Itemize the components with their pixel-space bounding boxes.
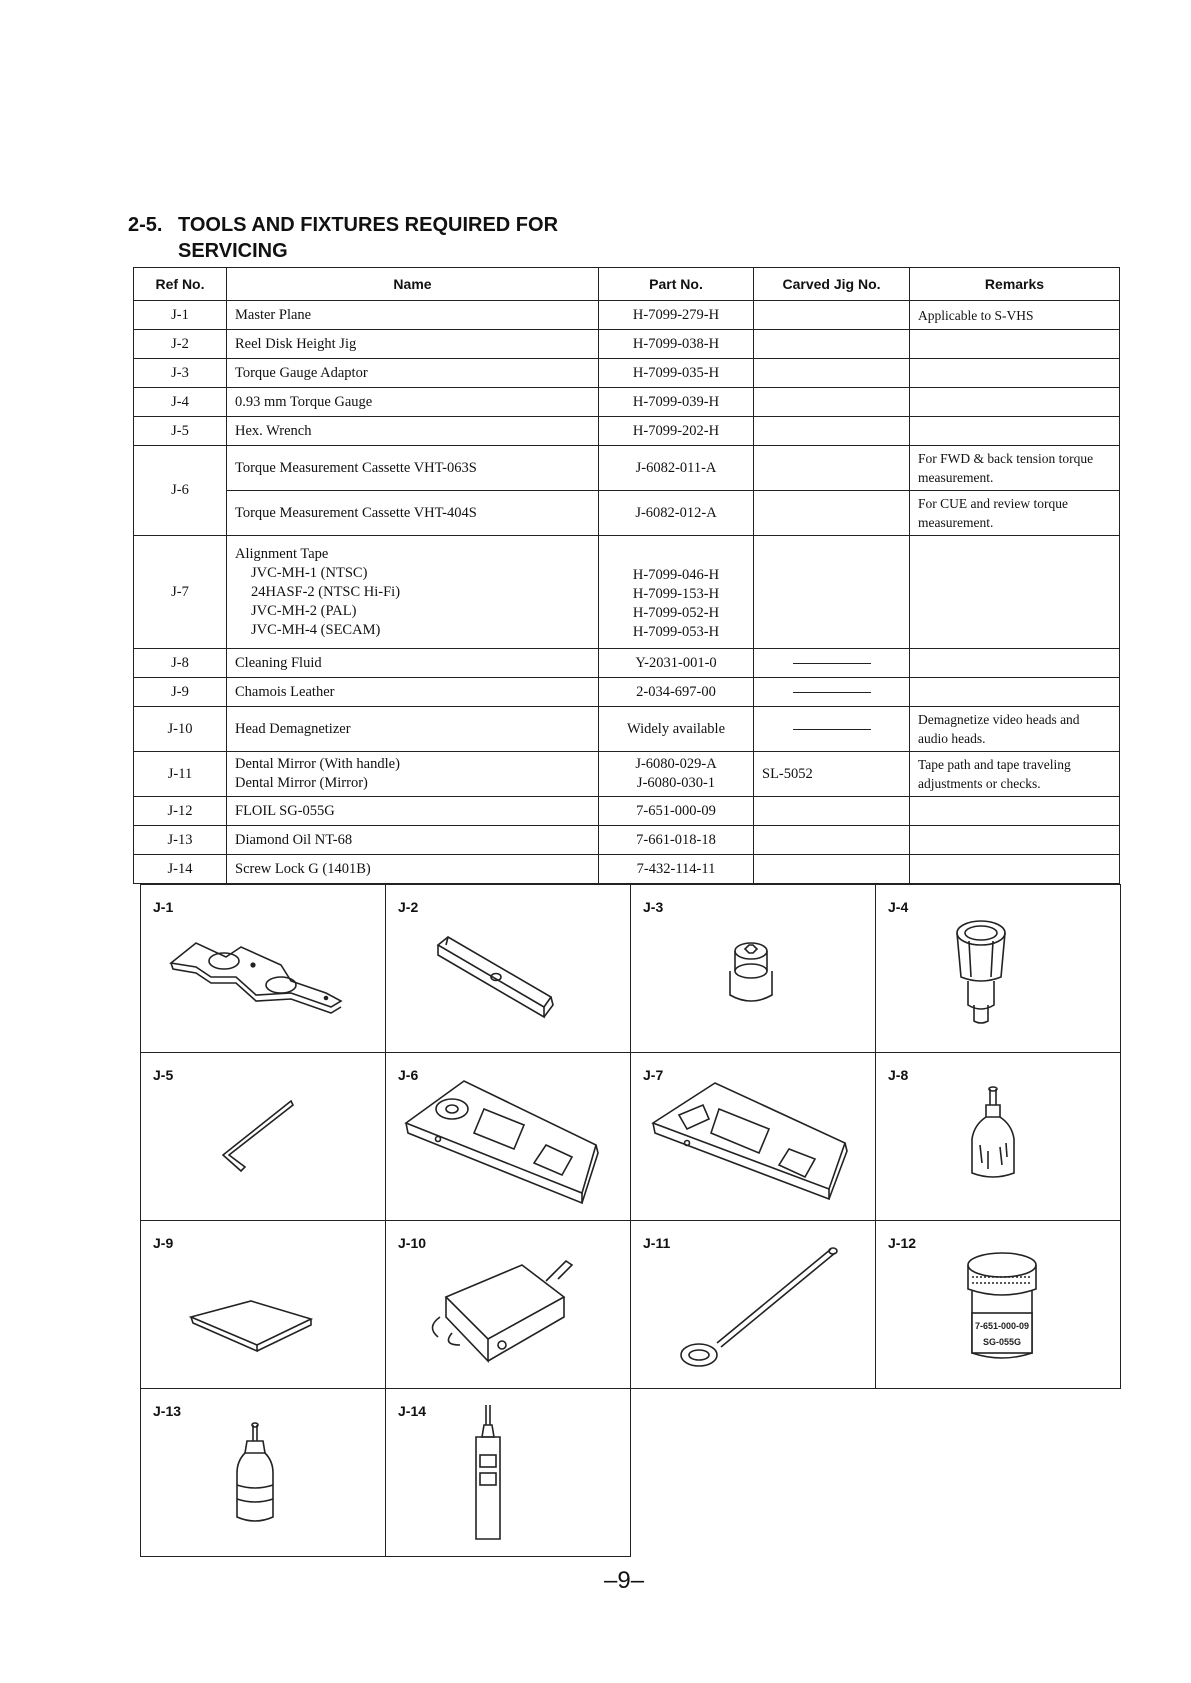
remarks-cell: Applicable to S-VHS	[910, 301, 1120, 330]
jig-cell	[754, 826, 910, 855]
diamond-oil-drawing	[141, 1389, 386, 1557]
jig-cell	[754, 388, 910, 417]
part-cell: 2-034-697-00	[599, 678, 754, 707]
header-part: Part No.	[599, 268, 754, 301]
remarks-cell: Tape path and tape traveling adjustments or checks.	[910, 752, 1120, 797]
name-cell: Hex. Wrench	[227, 417, 599, 446]
table-row	[134, 417, 1120, 446]
hex-wrench-drawing	[141, 1053, 386, 1221]
name-cell: Torque Gauge Adaptor	[227, 359, 599, 388]
name-cell: FLOIL SG-055G	[227, 797, 599, 826]
table-row	[134, 826, 1120, 855]
dental-mirror-drawing	[631, 1221, 876, 1389]
tool-figure-j10	[385, 1220, 631, 1389]
figure-label: J-5	[153, 1067, 174, 1083]
page-number: –9–	[604, 1567, 645, 1594]
remarks-cell	[910, 417, 1120, 446]
remarks-cell: Demagnetize video heads and audio heads.	[910, 707, 1120, 752]
ref-cell: J-4	[134, 388, 227, 417]
floil-bottle-drawing	[876, 1221, 1121, 1389]
header-name: Name	[227, 268, 599, 301]
dash-line	[793, 729, 871, 730]
ref-cell: J-6	[134, 446, 227, 536]
torque-cassette-drawing	[386, 1053, 631, 1221]
figure-label: J-4	[888, 899, 909, 915]
name-sub: JVC-MH-1 (NTSC)	[251, 564, 368, 581]
part-cell: H-7099-279-H	[599, 301, 754, 330]
part-text: H-7099-153-H	[632, 586, 720, 602]
header-jig: Carved Jig No.	[754, 268, 910, 301]
master-plane-drawing	[141, 885, 386, 1053]
reel-disk-height-jig-drawing	[386, 885, 631, 1053]
ref-cell: J-11	[134, 752, 227, 797]
name-cell: Screw Lock G (1401B)	[227, 855, 599, 884]
tool-figure-j13	[140, 1388, 386, 1557]
header-ref: Ref No.	[134, 268, 227, 301]
jig-cell	[754, 649, 910, 678]
name-cell: Chamois Leather	[227, 678, 599, 707]
table-row	[134, 678, 1120, 707]
jig-cell	[754, 446, 910, 491]
part-cell: H-7099-038-H	[599, 330, 754, 359]
figure-label: J-6	[398, 1067, 419, 1083]
figure-label: J-7	[643, 1067, 664, 1083]
remarks-cell: For FWD & back tension torque measurement.	[910, 446, 1120, 491]
table-row	[134, 491, 1120, 536]
tool-figure-j4	[875, 884, 1121, 1053]
figure-label: J-1	[153, 899, 174, 915]
remarks-cell	[910, 649, 1120, 678]
part-text: J-6080-030-1	[636, 775, 716, 791]
name-cell	[227, 536, 599, 649]
torque-gauge-adaptor-drawing	[631, 885, 876, 1053]
tool-illustration-grid	[140, 884, 1120, 1556]
chamois-leather-drawing	[141, 1221, 386, 1389]
name-cell: Cleaning Fluid	[227, 649, 599, 678]
section-title-line1: TOOLS AND FIXTURES REQUIRED FOR	[178, 214, 559, 236]
part-text: H-7099-052-H	[632, 605, 720, 621]
table-header-row	[134, 268, 1120, 301]
ref-cell: J-10	[134, 707, 227, 752]
remarks-cell: For CUE and review torque measurement.	[910, 491, 1120, 536]
tools-table	[133, 267, 1120, 884]
table-row	[134, 752, 1120, 797]
torque-gauge-drawing	[876, 885, 1121, 1053]
tool-figure-j12	[875, 1220, 1121, 1389]
table-row	[134, 359, 1120, 388]
tool-figure-j7	[630, 1052, 876, 1221]
part-cell: H-7099-035-H	[599, 359, 754, 388]
cleaning-fluid-drawing	[876, 1053, 1121, 1221]
head-demagnetizer-drawing	[386, 1221, 631, 1389]
part-text: H-7099-046-H	[632, 567, 720, 583]
remarks-cell	[910, 797, 1120, 826]
ref-cell: J-13	[134, 826, 227, 855]
name-cell	[227, 752, 599, 797]
header-remarks: Remarks	[910, 268, 1120, 301]
part-cell: J-6082-011-A	[599, 446, 754, 491]
ref-cell: J-2	[134, 330, 227, 359]
alignment-tape-drawing	[631, 1053, 876, 1221]
name-cell: Reel Disk Height Jig	[227, 330, 599, 359]
remarks-cell	[910, 536, 1120, 649]
part-cell: 7-651-000-09	[599, 797, 754, 826]
part-cell	[599, 536, 754, 649]
jig-cell	[754, 417, 910, 446]
section-title-line2: SERVICING	[178, 240, 288, 262]
tool-figure-j14	[385, 1388, 631, 1557]
name-cell: Head Demagnetizer	[227, 707, 599, 752]
ref-cell: J-5	[134, 417, 227, 446]
section-number: 2-5.	[128, 214, 163, 236]
name-cell: 0.93 mm Torque Gauge	[227, 388, 599, 417]
tool-figure-j3	[630, 884, 876, 1053]
ref-cell: J-8	[134, 649, 227, 678]
part-cell: J-6082-012-A	[599, 491, 754, 536]
jig-cell	[754, 536, 910, 649]
table-row	[134, 855, 1120, 884]
figure-label: J-3	[643, 899, 664, 915]
name-cell: Diamond Oil NT-68	[227, 826, 599, 855]
table-row	[134, 446, 1120, 491]
ref-cell: J-3	[134, 359, 227, 388]
name-sub: JVC-MH-2 (PAL)	[251, 602, 357, 619]
jig-cell	[754, 330, 910, 359]
part-cell	[599, 752, 754, 797]
ref-cell: J-9	[134, 678, 227, 707]
figure-label: J-9	[153, 1235, 174, 1251]
figure-label: J-8	[888, 1067, 909, 1083]
dash-line	[793, 663, 871, 664]
screw-lock-drawing	[386, 1389, 631, 1557]
ref-cell: J-12	[134, 797, 227, 826]
jig-cell	[754, 855, 910, 884]
name-cell: Torque Measurement Cassette VHT-063S	[227, 446, 599, 491]
ref-cell: J-1	[134, 301, 227, 330]
jig-cell	[754, 301, 910, 330]
table-row	[134, 330, 1120, 359]
part-cell: Y-2031-001-0	[599, 649, 754, 678]
table-row	[134, 301, 1120, 330]
figure-label: J-11	[643, 1235, 671, 1251]
dash-line	[793, 692, 871, 693]
figure-label: J-2	[398, 899, 419, 915]
name-cell: Master Plane	[227, 301, 599, 330]
part-cell: 7-432-114-11	[599, 855, 754, 884]
jig-cell	[754, 491, 910, 536]
tool-figure-j6	[385, 1052, 631, 1221]
jig-cell	[754, 359, 910, 388]
table-row	[134, 797, 1120, 826]
part-cell: 7-661-018-18	[599, 826, 754, 855]
jig-cell	[754, 707, 910, 752]
table-row	[134, 707, 1120, 752]
name-text: Alignment Tape	[235, 545, 329, 562]
ref-cell: J-14	[134, 855, 227, 884]
table-row	[134, 649, 1120, 678]
figure-label: J-12	[888, 1235, 917, 1251]
tool-figure-j9	[140, 1220, 386, 1389]
jig-cell	[754, 678, 910, 707]
tool-figure-j11	[630, 1220, 876, 1389]
part-cell: H-7099-039-H	[599, 388, 754, 417]
table-row	[134, 388, 1120, 417]
tool-figure-j1	[140, 884, 386, 1053]
name-cell: Torque Measurement Cassette VHT-404S	[227, 491, 599, 536]
bottle-text-part: 7-651-000-09	[974, 1321, 1030, 1331]
tool-figure-j2	[385, 884, 631, 1053]
jig-cell	[754, 797, 910, 826]
name-text: Dental Mirror (Mirror)	[235, 775, 368, 791]
name-sub: 24HASF-2 (NTSC Hi-Fi)	[251, 583, 401, 600]
bottle-text-code: SG-055G	[982, 1337, 1022, 1347]
figure-label: J-10	[398, 1235, 427, 1251]
ref-cell: J-7	[134, 536, 227, 649]
part-cell: Widely available	[599, 707, 754, 752]
jig-cell: SL-5052	[754, 752, 910, 797]
figure-label: J-13	[153, 1403, 182, 1419]
name-text: Dental Mirror (With handle)	[235, 756, 400, 772]
remarks-cell	[910, 678, 1120, 707]
part-text: H-7099-053-H	[632, 624, 720, 640]
table-row	[134, 536, 1120, 649]
remarks-cell	[910, 388, 1120, 417]
part-cell: H-7099-202-H	[599, 417, 754, 446]
part-text: J-6080-029-A	[635, 756, 717, 772]
remarks-cell	[910, 359, 1120, 388]
remarks-cell	[910, 330, 1120, 359]
name-sub: JVC-MH-4 (SECAM)	[251, 621, 381, 638]
remarks-cell	[910, 855, 1120, 884]
tool-figure-j5	[140, 1052, 386, 1221]
figure-label: J-14	[398, 1403, 427, 1419]
tool-figure-j8	[875, 1052, 1121, 1221]
section-heading	[128, 212, 558, 264]
remarks-cell	[910, 826, 1120, 855]
